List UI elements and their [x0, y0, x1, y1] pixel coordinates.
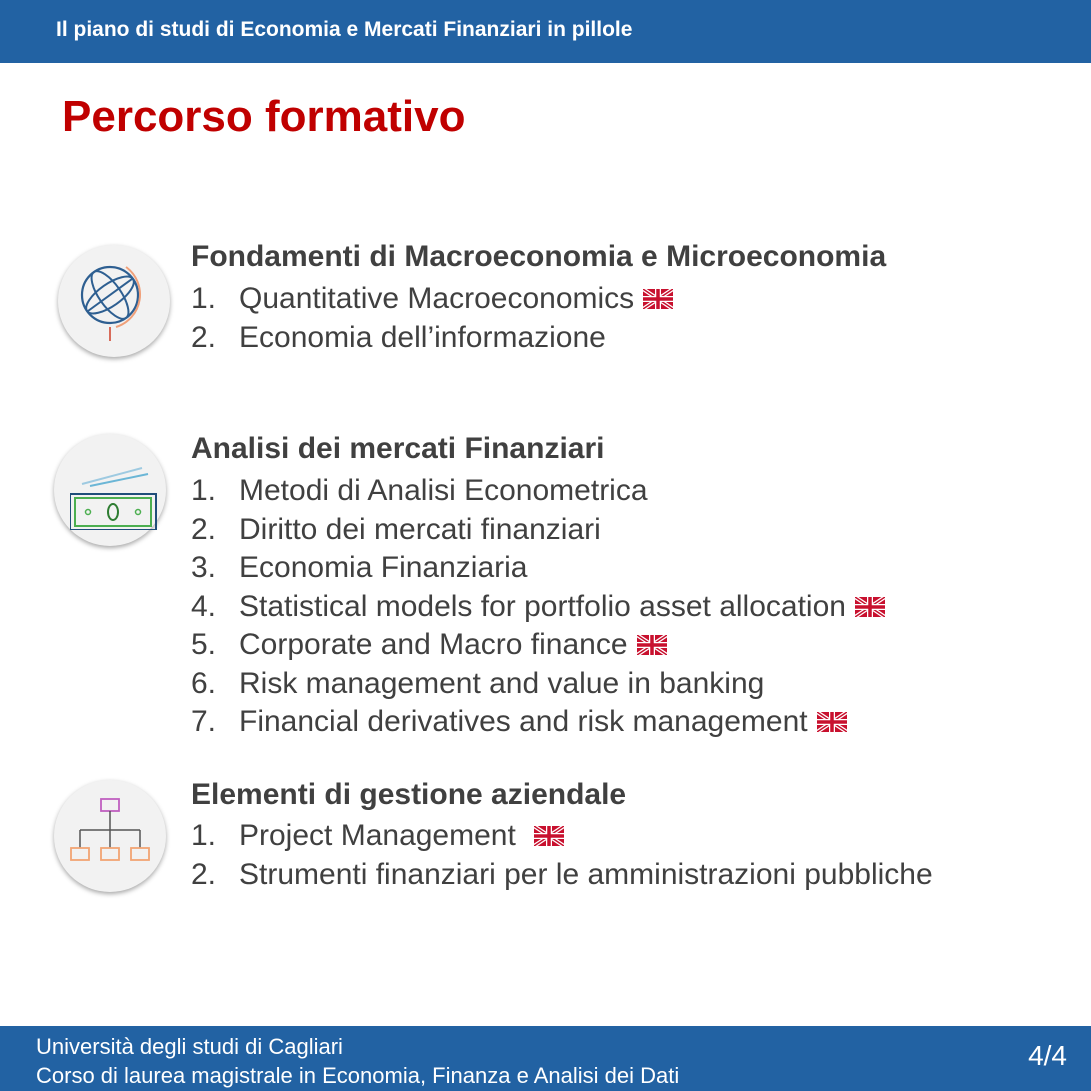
list-item	[191, 280, 673, 319]
item-label: Corporate and Macro finance	[239, 628, 628, 662]
uk-flag-icon	[817, 712, 847, 732]
uk-flag-icon	[855, 597, 885, 617]
item-number: 4.	[191, 589, 217, 623]
item-label: Statistical models for portfolio asset allocation	[239, 589, 846, 623]
section-heading: Analisi dei mercati Finanziari	[191, 432, 605, 465]
section-heading: Fondamenti di Macroeconomia e Microeconomia	[191, 240, 887, 273]
item-number: 1.	[191, 819, 217, 853]
item-number: 2.	[191, 857, 217, 891]
list-item	[191, 856, 933, 895]
item-number: 5.	[191, 628, 217, 662]
item-label: Economia Finanziaria	[239, 551, 528, 585]
footer-bar	[0, 1026, 1091, 1091]
header-bar	[0, 0, 1091, 63]
list-item	[191, 626, 885, 665]
item-label: Risk management and value in banking	[239, 666, 765, 700]
list-item	[191, 703, 885, 742]
list-item	[191, 319, 673, 358]
item-number: 1.	[191, 474, 217, 508]
uk-flag-icon	[643, 289, 673, 309]
item-label: Financial derivatives and risk management	[239, 705, 808, 739]
uk-flag-icon	[534, 826, 564, 846]
item-number: 3.	[191, 551, 217, 585]
section-icon-circle	[58, 245, 170, 357]
footer-university: Università degli studi di Cagliari	[36, 1034, 343, 1059]
list-item	[191, 588, 885, 627]
item-label: Economia dell’informazione	[239, 320, 606, 354]
item-number: 2.	[191, 512, 217, 546]
item-number: 6.	[191, 666, 217, 700]
course-list	[191, 817, 933, 894]
item-number: 1.	[191, 282, 217, 316]
page-title: Percorso formativo	[62, 92, 466, 141]
course-list	[191, 472, 885, 742]
page-number: 4/4	[1028, 1040, 1067, 1071]
item-number: 7.	[191, 705, 217, 739]
globe-icon	[74, 261, 154, 341]
list-item	[191, 472, 885, 511]
section-icon-circle	[54, 434, 166, 546]
banknote-icon	[70, 450, 158, 530]
list-item	[191, 665, 885, 704]
item-label: Diritto dei mercati finanziari	[239, 512, 601, 546]
footer-course: Corso di laurea magistrale in Economia, Finanza e Analisi dei Dati	[36, 1063, 680, 1088]
org-chart-icon	[70, 796, 150, 876]
item-number: 2.	[191, 320, 217, 354]
section-icon-circle	[54, 780, 166, 892]
header-title: Il piano di studi di Economia e Mercati Finanziari in pillole	[56, 18, 633, 41]
item-label: Quantitative Macroeconomics	[239, 282, 635, 316]
item-label: Strumenti finanziari per le amministrazioni pubbliche	[239, 857, 933, 891]
item-label: Metodi di Analisi Econometrica	[239, 474, 648, 508]
list-item	[191, 511, 885, 550]
item-label: Project Management	[239, 819, 516, 853]
course-list	[191, 280, 673, 357]
section-heading: Elementi di gestione aziendale	[191, 778, 627, 811]
list-item	[191, 817, 933, 856]
uk-flag-icon	[637, 635, 667, 655]
list-item	[191, 549, 885, 588]
